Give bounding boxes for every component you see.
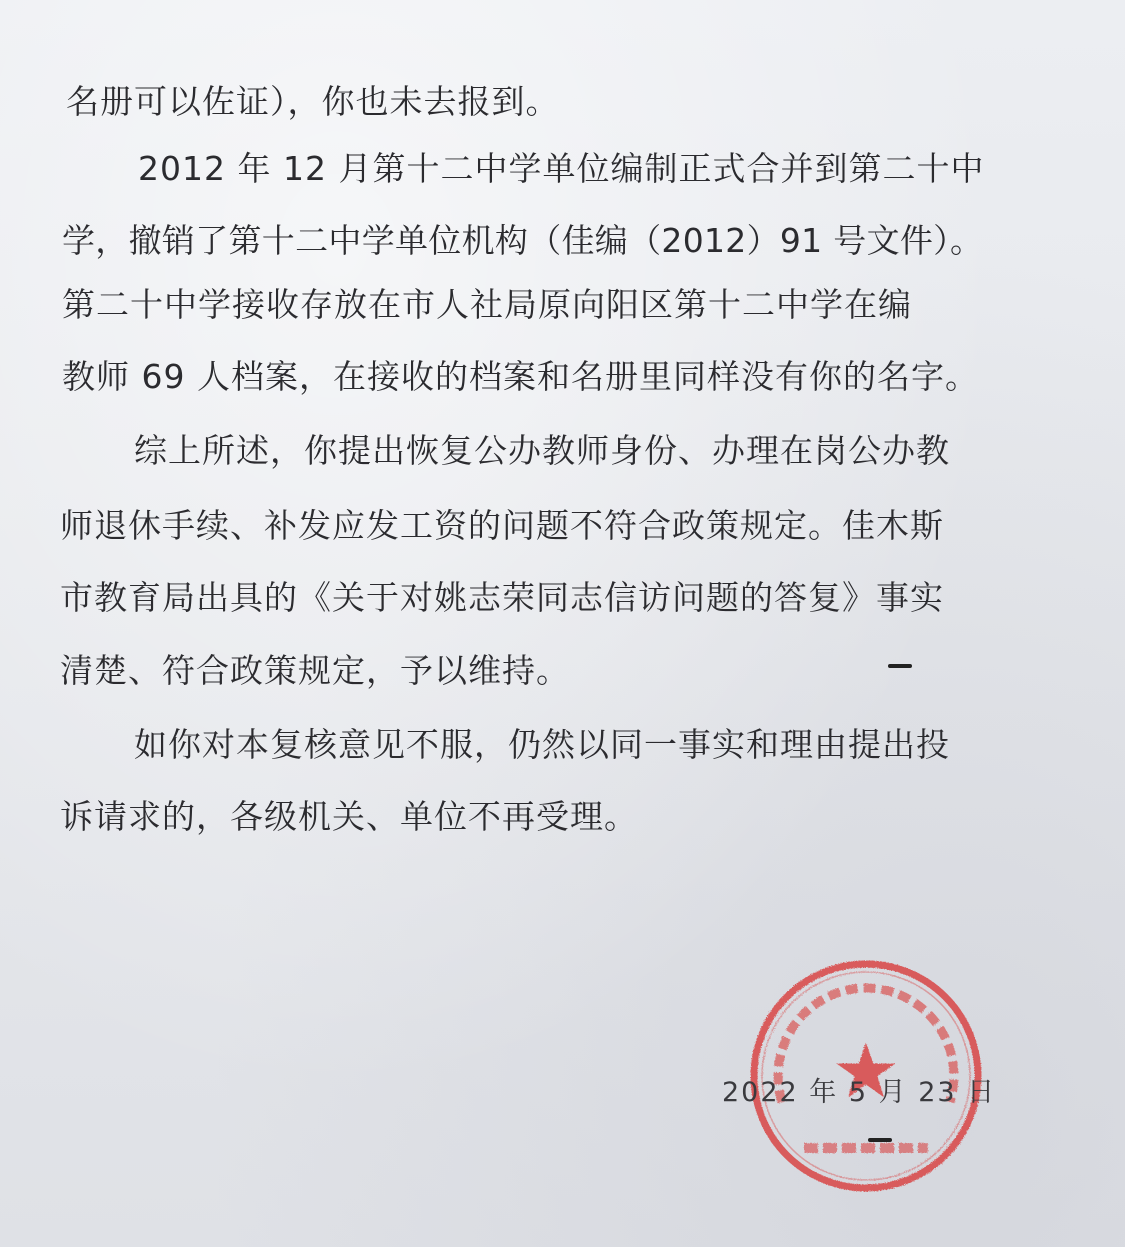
text-line-9: 清楚、符合政策规定，予以维持。 (60, 651, 570, 690)
text-line-1: 名册可以佐证），你也未去报到。 (66, 82, 560, 121)
text-line-3: 学，撤销了第十二中学单位机构（佳编（2012）91 号文件）。 (62, 221, 984, 260)
text-line-10: 如你对本复核意见不服，仍然以同一事实和理由提出投 (134, 725, 950, 764)
document-date: 2022 年 5 月 23 日 (722, 1077, 997, 1108)
ink-mark (888, 664, 912, 668)
text-line-5: 教师 69 人档案，在接收的档案和名册里同样没有你的名字。 (62, 357, 979, 396)
text-line-4: 第二十中学接收存放在市人社局原向阳区第十二中学在编 (62, 285, 912, 324)
text-line-11: 诉请求的，各级机关、单位不再受理。 (60, 797, 638, 836)
text-line-6: 综上所述，你提出恢复公办教师身份、办理在岗公办教 (134, 431, 950, 470)
text-line-8: 市教育局出具的《关于对姚志荣同志信访问题的答复》事实 (60, 578, 944, 617)
text-line-7: 师退休手续、补发应发工资的问题不符合政策规定。佳木斯 (60, 506, 944, 545)
text-line-2: 2012 年 12 月第十二中学单位编制正式合并到第二十中 (138, 149, 985, 188)
